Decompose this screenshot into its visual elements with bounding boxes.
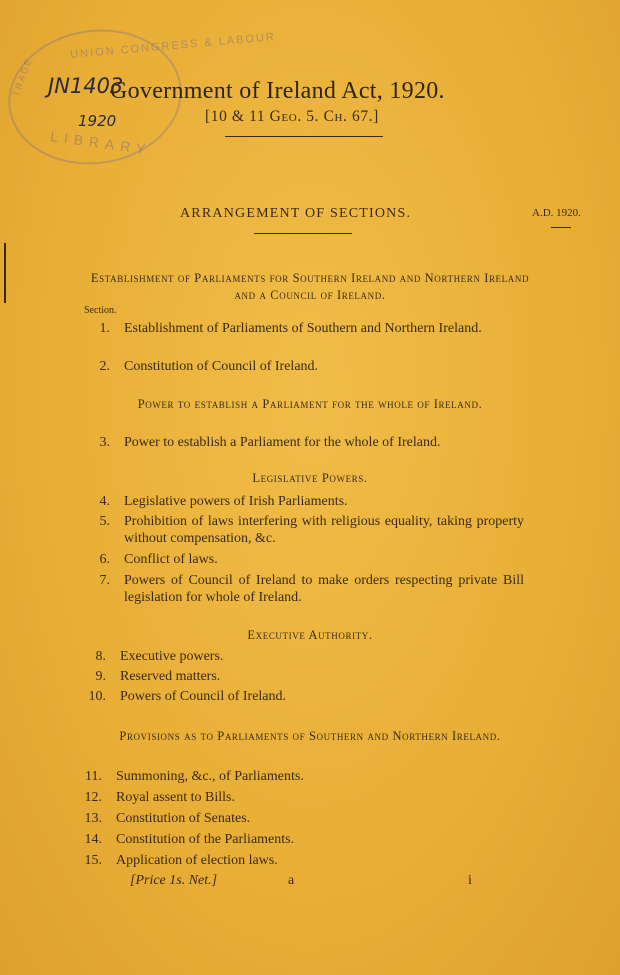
section-title: Constitution of Council of Ireland.: [124, 359, 319, 374]
section-number: 8.: [95, 649, 106, 664]
section-number: 14.: [84, 832, 102, 847]
section-title: Royal assent to Bills.: [116, 790, 235, 805]
section-number: 11.: [85, 769, 102, 784]
section-number: 3.: [99, 435, 110, 450]
section-number: 5.: [99, 514, 110, 529]
page-number: i: [468, 873, 472, 888]
section-number: 9.: [95, 669, 106, 684]
section-column-label: Section.: [84, 305, 117, 316]
section-number: 2.: [99, 359, 110, 374]
heading-executive-authority: Executive Authority.: [247, 628, 373, 642]
arrangement-rule: [254, 233, 352, 234]
section-title: Reserved matters.: [120, 669, 221, 684]
year-rule: [551, 227, 571, 228]
section-title: Power to establish a Parliament for the whole of Ireland.: [124, 435, 441, 450]
heading-provisions-parliaments: Provisions as to Parliaments of Southern and Northern Ireland.: [119, 729, 501, 743]
heading-power-to-establish: Power to establish a Parliament for the whole of Ireland.: [137, 397, 483, 411]
handwritten-accession: 1920: [78, 112, 117, 130]
title-rule: [225, 136, 383, 137]
section-number: 15.: [84, 853, 102, 868]
heading-establishment: Establishment of Parliaments for Southern Ireland and Northern Ireland and a Council of Ireland.: [90, 271, 530, 302]
signature-mark: a: [288, 873, 295, 888]
section-number: 7.: [99, 573, 110, 588]
section-title: Establishment of Parliaments of Southern and Northern Ireland.: [124, 321, 482, 336]
arrangement-heading: ARRANGEMENT OF SECTIONS.: [180, 206, 412, 221]
heading-legislative-powers: Legislative Powers.: [252, 471, 368, 485]
section-number: 4.: [99, 494, 110, 509]
section-title: Constitution of the Parliaments.: [116, 832, 295, 847]
document-title: Government of Ireland Act, 1920.: [110, 78, 445, 104]
section-number: 10.: [88, 689, 106, 704]
section-number: 6.: [99, 552, 110, 567]
price-note: [130, 873, 217, 889]
act-citation: [10 & 11 Geo. 5. Ch. 67.]: [205, 108, 379, 125]
section-title: Application of election laws.: [116, 853, 278, 868]
section-number: 1.: [99, 321, 110, 336]
stamp-top-text: UNION CONGRESS & LABOUR: [69, 31, 277, 61]
handwritten-call-number: JN1403: [48, 74, 124, 98]
section-title: Summoning, &c., of Parliaments.: [116, 769, 304, 784]
price-text: [Price 1s. Net.]: [130, 873, 218, 888]
section-title: Executive powers.: [120, 649, 224, 664]
section-title: Prohibition of laws interfering with religious equality, taking property without compensation, &c.: [124, 514, 524, 546]
section-number: 12.: [84, 790, 102, 805]
section-title: Powers of Council of Ireland to make orders respecting private Bill legislation for whole of Ireland.: [124, 573, 524, 605]
section-title: Powers of Council of Ireland.: [120, 689, 287, 704]
margin-mark: [4, 243, 6, 303]
section-number: 13.: [84, 811, 102, 826]
stamp-left-text: TRADE: [10, 56, 34, 98]
section-title: Legislative powers of Irish Parliaments.: [124, 494, 348, 509]
section-title: Conflict of laws.: [124, 552, 218, 567]
year-margin-note: A.D. 1920.: [532, 207, 581, 219]
section-title: Constitution of Senates.: [116, 811, 251, 826]
stamp-bottom-text: LIBRARY: [49, 128, 153, 158]
